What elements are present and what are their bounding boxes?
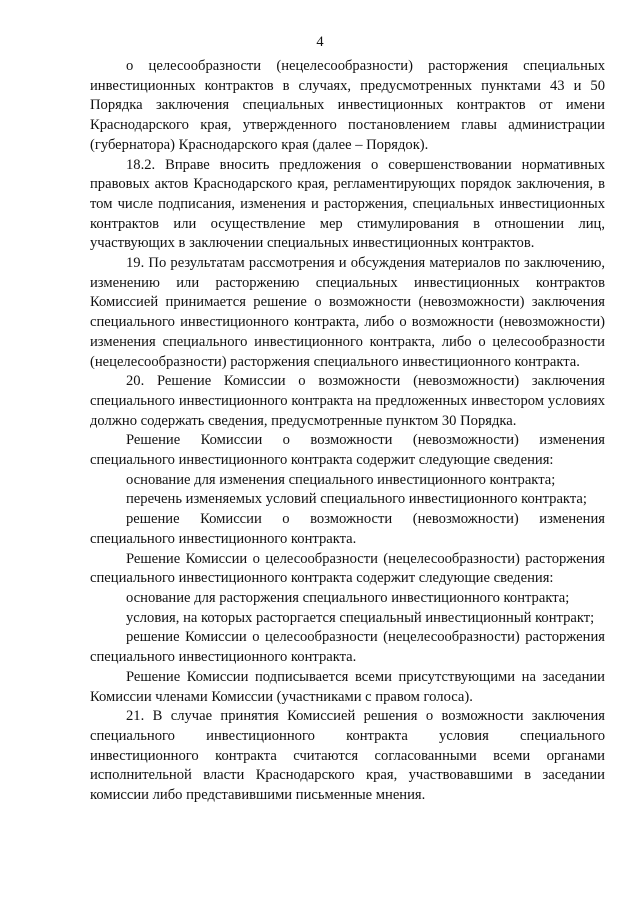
list-item-change-basis: основание для изменения специального инвестиционного контракта; xyxy=(126,471,556,488)
paragraph-termination-decision: Решение Комиссии о целесообразности (нецелесообразности) расторжения специального инвестиционного контракта содержит следующие сведения: xyxy=(90,550,605,587)
document-body xyxy=(90,57,605,806)
list-item-change-decision: решение Комиссии о возможности (невозможности) изменения специального инвестиционного контракта. xyxy=(90,511,605,547)
page-number: 4 xyxy=(316,34,324,50)
paragraph-19: 19. По результатам рассмотрения и обсуждения материалов по заключению, изменению или расторжению специальных инвестиционных контрактов Комиссией принимается решение о возможности (невозможности) заключения специального инвестиционного контракта, либо о возможности (невозможности) изменения специального инвестиционного контракта, либо о целесообразности (нецелесообразности) расторжения специального инвестиционного контракта. xyxy=(90,255,605,370)
paragraph-18-2: 18.2. Вправе вносить предложения о совершенствовании нормативных правовых актов Краснодарского края, регламентирующих порядок заключения, в том числе подписания, изменения и расторжения, специальных инвестиционных контрактов или осуществление мер стимулирования в отношении лиц, участвующих в заключении специальных инвестиционных контрактов. xyxy=(90,156,605,252)
paragraph-20: 20. Решение Комиссии о возможности (невозможности) заключения специального инвестиционного контракта на предложенных инвестором условиях должно содержать сведения, предусмотренные пунктом 30 Порядка. xyxy=(90,373,605,429)
list-item-termination-conditions: условия, на которых расторгается специальный инвестиционный контракт; xyxy=(126,609,595,626)
list-item-termination-decision: решение Комиссии о целесообразности (нецелесообразности) расторжения специального инвестиционного контракта. xyxy=(90,629,605,666)
paragraph-continuation: о целесообразности (нецелесообразности) расторжения специальных инвестиционных контрактов в случаях, предусмотренных пунктами 43 и 50 Порядка заключения специальных инвестиционных контрактов от имени Краснодарского края, утвержденного постановлением главы администрации (губернатора) Краснодарского края (далее – Порядок). xyxy=(90,58,605,153)
paragraph-signing: Решение Комиссии подписывается всеми присутствующими на заседании Комиссии членами Комиссии (участниками с правом голоса). xyxy=(90,668,605,705)
list-item-change-conditions: перечень изменяемых условий специального инвестиционного контракта; xyxy=(126,491,587,508)
list-item-termination-basis: основание для расторжения специального инвестиционного контракта; xyxy=(126,589,570,606)
paragraph-21: 21. В случае принятия Комиссией решения о возможности заключения специального инвестиционного контракта условия специального инвестиционного контракта считаются согласованными всеми органами исполнительной власти Краснодарского края, участвовавшими в заседании комиссии либо представившими письменные мнения. xyxy=(90,708,605,804)
paragraph-change-decision: Решение Комиссии о возможности (невозможности) изменения специального инвестиционного контракта содержит следующие сведения: xyxy=(90,432,605,469)
